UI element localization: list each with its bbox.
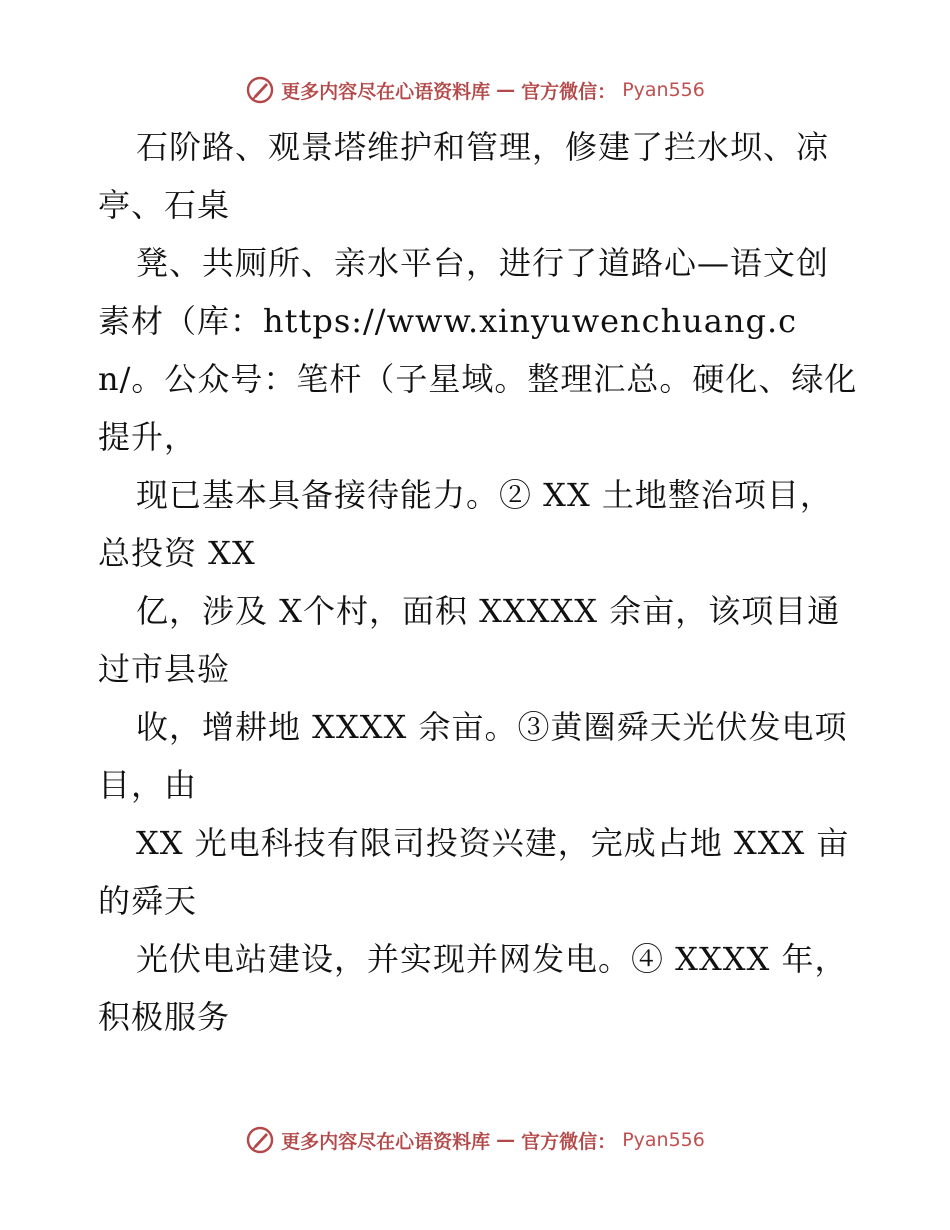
quill-logo-icon (245, 75, 275, 105)
paragraph-6: XX 光电科技有限司投资兴建，完成占地 XXX 亩的舜天 (98, 824, 850, 920)
quill-logo-icon (245, 1125, 275, 1155)
paragraph-4: 亿，涉及 X个村，面积 XXXXX 余亩，该项目通过市县验 (98, 592, 841, 688)
paragraph-3: 现已基本具备接待能力。② XX 土地整治项目，总投资 XX (98, 476, 833, 572)
header-banner (0, 70, 950, 110)
footer-banner-inner (245, 1125, 705, 1155)
footer-wechat-id: Pyan556 (622, 1129, 705, 1151)
paragraph-2: 凳、共厕所、亲水平台，进行了道路心—语文创素材（库：https://www.xinyuwenchuang.cn/。公众号：笔杆（子星域。整理汇总。硬化、绿化提升， (98, 244, 858, 456)
paragraph-1: 石阶路、观景塔维护和管理，修建了拦水坝、凉亭、石桌 (98, 128, 830, 224)
footer-dash: — (496, 1129, 516, 1151)
document-body (98, 118, 858, 1046)
paragraph-5: 收，增耕地 XXXX 余亩。③黄圈舜天光伏发电项目，由 (98, 708, 848, 804)
footer-brand-text: 更多内容尽在心语资料库 (281, 1130, 491, 1153)
header-wechat-id: Pyan556 (622, 79, 705, 101)
paragraph-7: 光伏电站建设，并实现并网发电。④ XXXX 年，积极服务 (98, 940, 848, 1036)
header-wechat-label: 官方微信： (521, 80, 617, 103)
footer-wechat-label: 官方微信： (521, 1130, 617, 1153)
header-dash: — (496, 79, 516, 101)
footer-banner (0, 1120, 950, 1160)
header-brand-text: 更多内容尽在心语资料库 (281, 80, 491, 103)
header-banner-inner (245, 75, 705, 105)
